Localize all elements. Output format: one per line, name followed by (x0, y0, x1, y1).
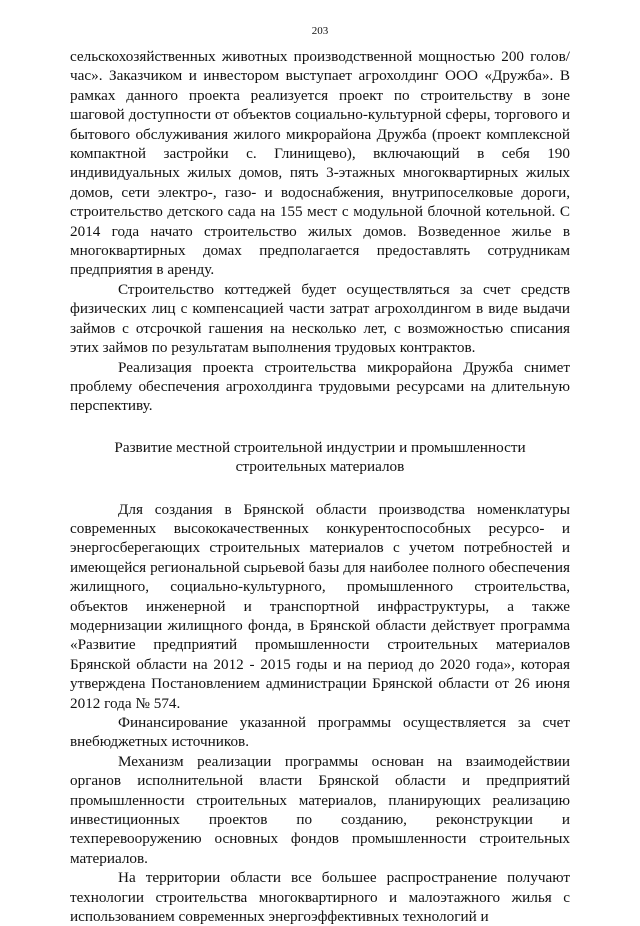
paragraph-continuation: сельскохозяйственных животных производственной мощностью 200 голов/час». Заказчиком и инвестором выступает агрохолдинг ООО «Дружба». В рамках данного проекта реализуется проект по строительству в зоне шаговой доступности от объектов социально-культурной сферы, торгового и бытового обслуживания жилого микрорайона Дружба (проект комплексной компактной застройки с. Глинищево), включающий в себя 190 индивидуальных жилых домов, пять 3-этажных многоквартирных жилых домов, сети электро-, газо- и водоснабжения, внутрипоселковые дороги, строительство детского сада на 155 мест с модульной блочной котельной. С 2014 года начато строительство жилых домов. Возведенное жилье в многоквартирных домах предполагается предоставлять сотрудникам предприятия в аренду. (70, 48, 570, 279)
paragraph-cottages: Строительство коттеджей будет осуществляться за счет средств физических лиц с компенсацией части затрат агрохолдингом в виде выдачи займов с отсрочкой гашения на несколько лет, с возможностью списания этих займов по результатам выполнения трудовых контрактов. (70, 280, 570, 357)
document-body (70, 47, 570, 926)
paragraph-mechanism: Механизм реализации программы основан на взаимодействии органов исполнительной власти Брянской области и предприятий промышленности строительных материалов, планирующих реализацию инвестиционных проектов по созданию, реконструкции и техперевооружению основных фондов промышленности строительных материалов. (70, 752, 570, 867)
section-heading-line-1: Развитие местной строительной индустрии и промышленности (114, 438, 526, 456)
section-heading-line-2: строительных материалов (235, 458, 405, 476)
paragraph-technologies: На территории области все большее распространение получают технологии строительства многоквартирного и малоэтажного жилья с использованием современных энергоэффективных технологий и (70, 869, 570, 926)
paragraph-project-result: Реализация проекта строительства микрорайона Дружба снимет проблему обеспечения агрохолдинга трудовыми ресурсами на длительную перспективу. (70, 358, 570, 415)
section-heading (70, 438, 570, 477)
paragraph-program: Для создания в Брянской области производства номенклатуры современных высококачественных конкурентоспособных ресурсо- и энергосберегающих строительных материалов с учетом потребностей и имеющейся региональной сырьевой базы для наиболее полного обеспечения жилищного, социально-культурного, промышленного строительства, объектов инженерной и транспортной инфраструктуры, а также модернизации жилищного фонда, в Брянской области действует программа «Развитие предприятий промышленности строительных материалов Брянской области на 2012 - 2015 годы и на период до 2020 года», которая утверждена Постановлением администрации Брянской области от 26 июня 2012 года № 574. (70, 500, 570, 712)
page-number: 203 (311, 25, 329, 37)
paragraph-financing: Финансирование указанной программы осуществляется за счет внебюджетных источников. (70, 714, 570, 751)
